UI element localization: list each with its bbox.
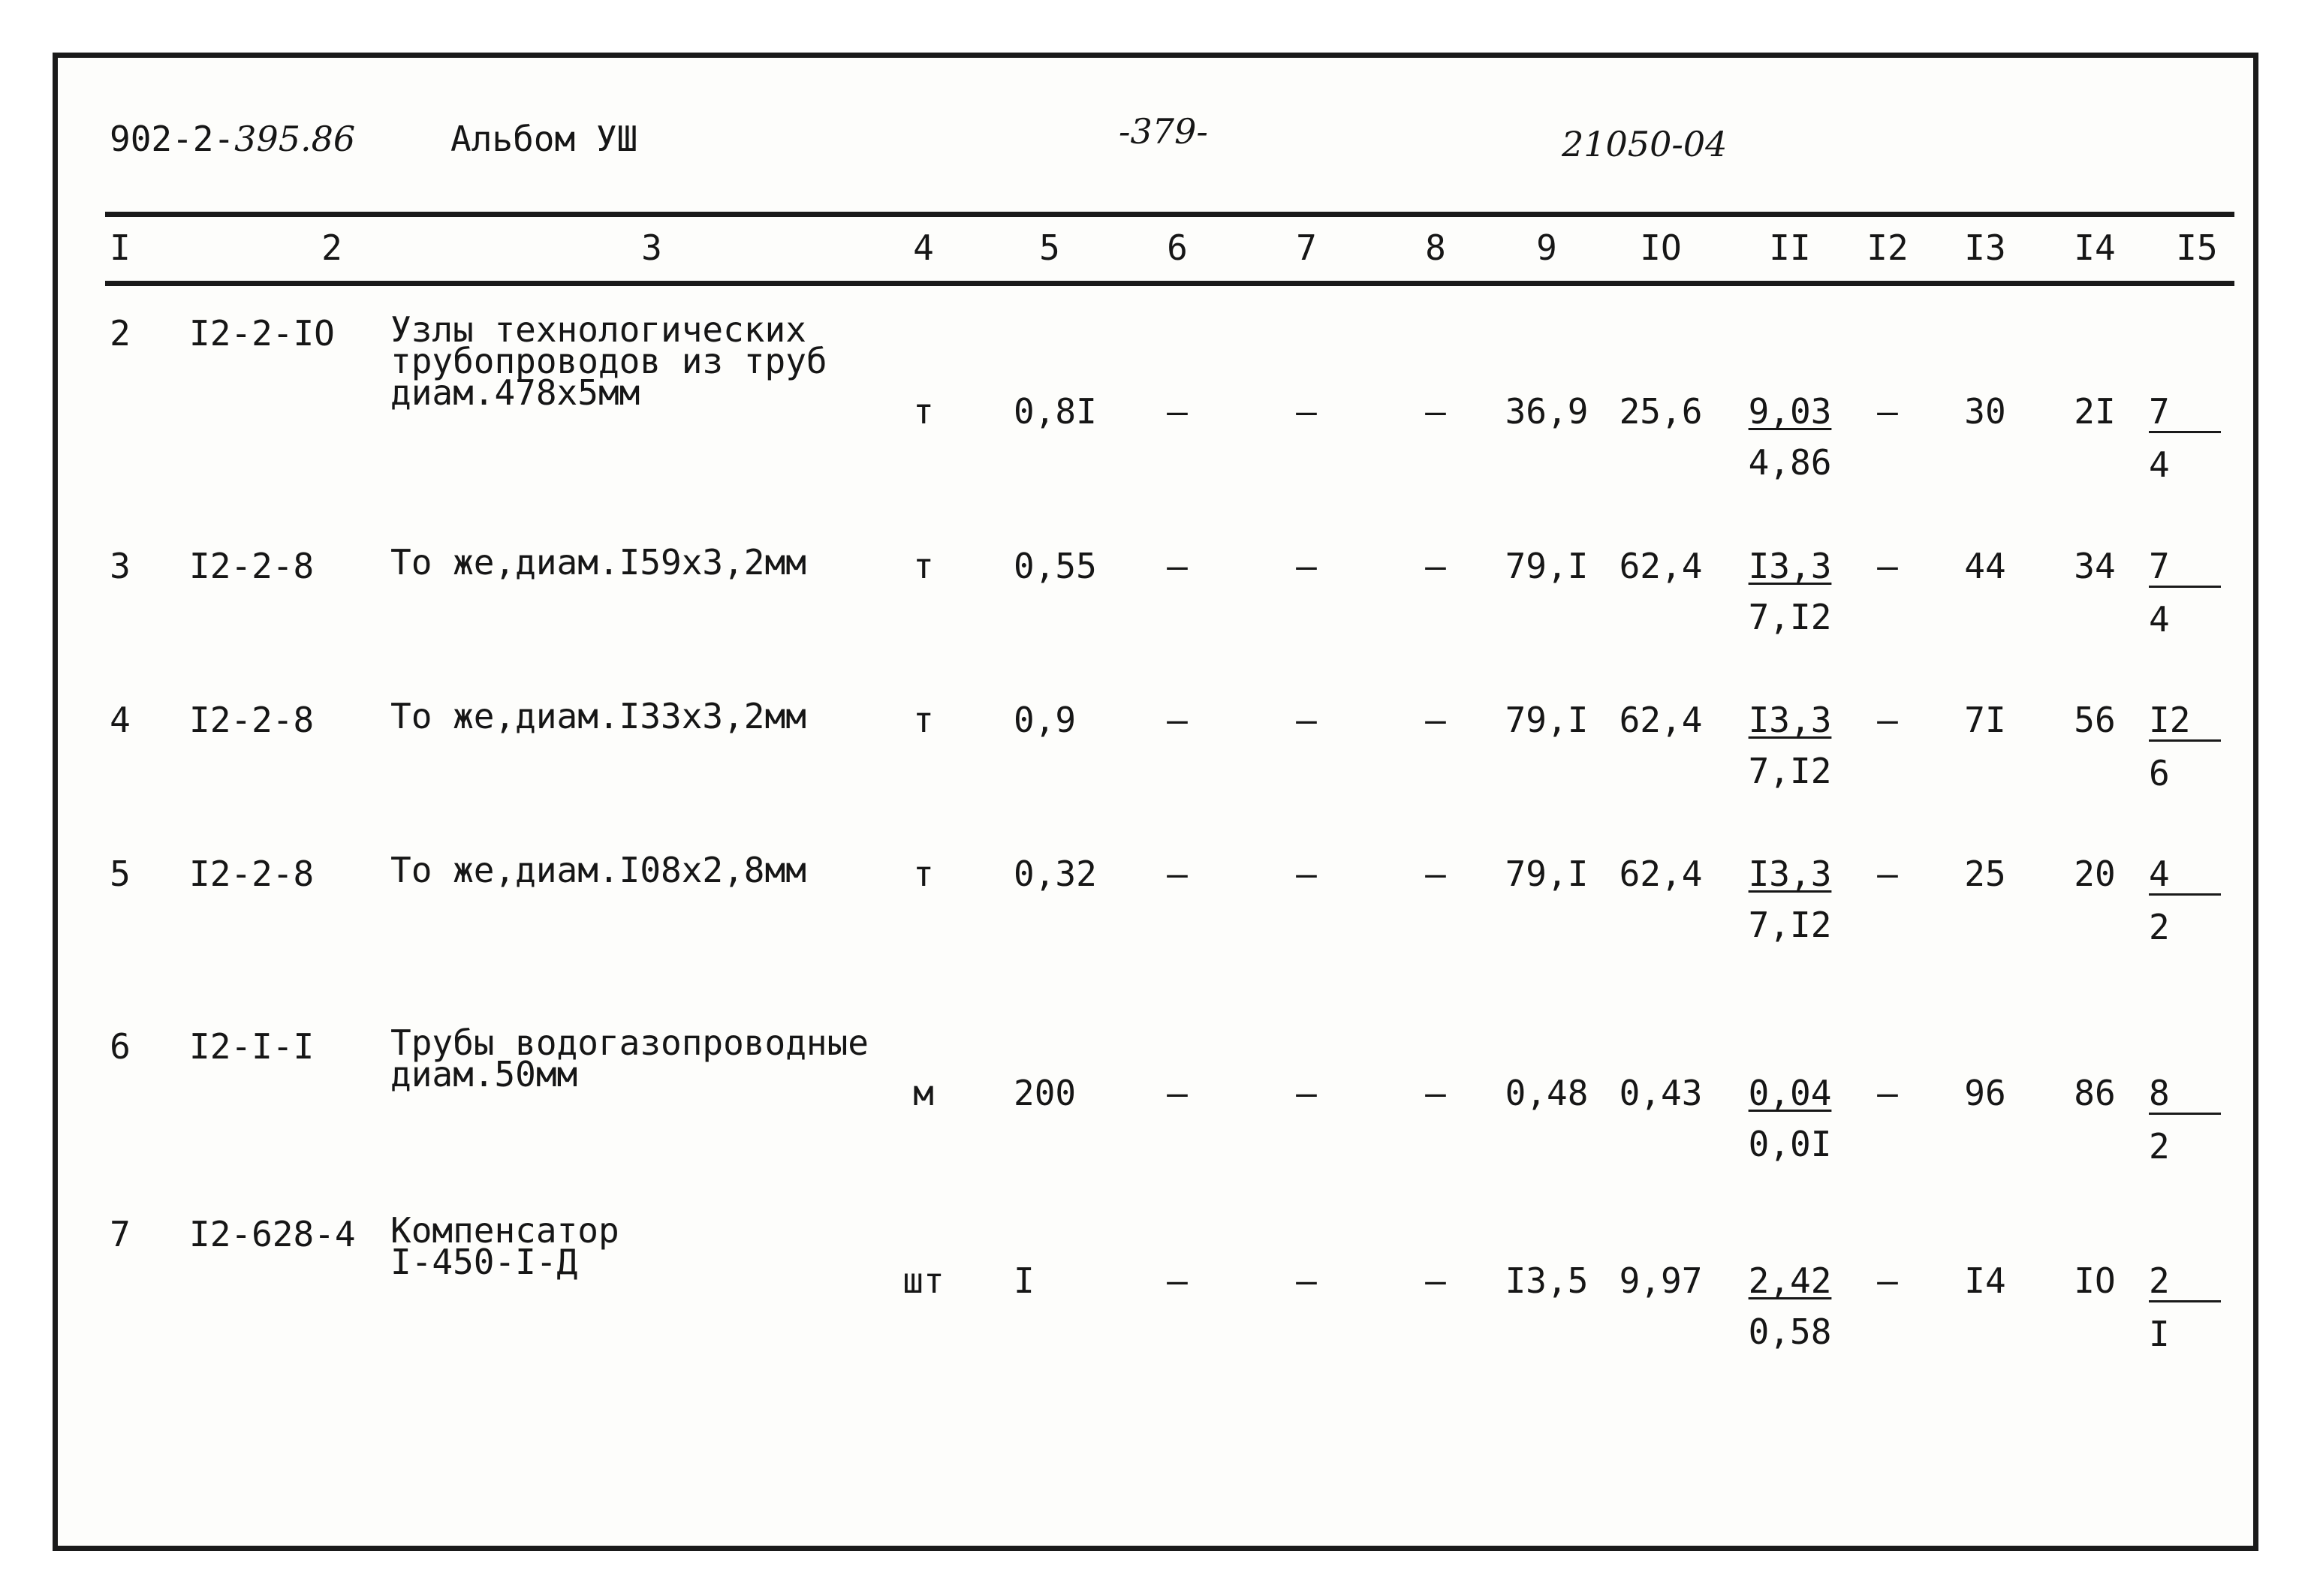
item-description <box>390 542 806 583</box>
item-description-line: Компенсатор <box>390 1210 619 1251</box>
item-description-line: I-450-I-Д <box>390 1242 578 1282</box>
col-13-value: I4 <box>1964 1260 2006 1301</box>
item-description-line: То же,диам.I33х3,2мм <box>390 696 806 736</box>
item-description-line: диам.50мм <box>390 1054 578 1095</box>
col-6-value: – <box>1167 1260 1188 1301</box>
col-11-numerator: I3,3 <box>1748 854 1832 894</box>
col-7-value: – <box>1296 1073 1317 1113</box>
col-6-value: – <box>1167 391 1188 432</box>
col-14-value: 56 <box>2074 700 2116 740</box>
column-header-1: I <box>110 227 131 268</box>
col-10-value: 25,6 <box>1619 391 1703 432</box>
unit: шт <box>902 1260 945 1301</box>
item-description-line: Узлы технологических <box>390 309 806 350</box>
col-8-value: – <box>1425 1260 1446 1301</box>
col-12-value: – <box>1877 1073 1898 1113</box>
column-header-5: 5 <box>1039 227 1060 268</box>
item-description <box>390 696 806 736</box>
col-15-denominator: 2 <box>2149 907 2170 947</box>
col-11-fraction <box>1748 391 1832 483</box>
item-description-line: То же,диам.I08х2,8мм <box>390 850 806 890</box>
col-13-value: 25 <box>1964 854 2006 894</box>
col-6-value: – <box>1167 700 1188 740</box>
row-number: 6 <box>110 1026 131 1067</box>
col-12-value: – <box>1877 546 1898 586</box>
col-15-fraction <box>2149 546 2221 640</box>
col-15-fraction <box>2149 702 2221 791</box>
col-10-value: 0,43 <box>1619 1073 1703 1113</box>
col-15-denominator: 4 <box>2149 444 2170 485</box>
col-8-value: – <box>1425 546 1446 586</box>
quantity: I <box>1014 1260 1035 1301</box>
col-10-value: 62,4 <box>1619 546 1703 586</box>
col-15-numerator: I2 <box>2149 702 2221 742</box>
col-7-value: – <box>1296 1260 1317 1301</box>
item-description-line: То же,диам.I59х3,2мм <box>390 542 806 583</box>
col-12-value: – <box>1877 1260 1898 1301</box>
col-13-value: 7I <box>1964 700 2006 740</box>
col-7-value: – <box>1296 854 1317 894</box>
col-8-value: – <box>1425 1073 1446 1113</box>
col-11-denominator: 0,0I <box>1748 1124 1832 1164</box>
col-15-numerator: 8 <box>2149 1075 2221 1115</box>
col-10-value: 9,97 <box>1619 1260 1703 1301</box>
col-11-numerator: 2,42 <box>1748 1260 1832 1301</box>
column-header-11: II <box>1769 227 1811 268</box>
col-15-denominator: I <box>2149 1314 2170 1354</box>
col-8-value: – <box>1425 391 1446 432</box>
item-description <box>390 309 827 413</box>
quantity: 0,9 <box>1014 700 1077 740</box>
column-header-3: 3 <box>641 227 662 268</box>
col-9-value: 79,I <box>1505 854 1589 894</box>
col-10-value: 62,4 <box>1619 700 1703 740</box>
row-number: 7 <box>110 1214 131 1254</box>
col-13-value: 96 <box>1964 1073 2006 1113</box>
item-description-line: Трубы водогазопроводные <box>390 1022 869 1063</box>
document-code-prefix: 902-2- <box>110 119 235 159</box>
unit: т <box>913 391 934 432</box>
unit: т <box>913 546 934 586</box>
col-13-value: 30 <box>1964 391 2006 432</box>
header-top-rule <box>105 212 2234 217</box>
col-14-value: 34 <box>2074 546 2116 586</box>
col-14-value: 86 <box>2074 1073 2116 1113</box>
col-8-value: – <box>1425 700 1446 740</box>
col-11-fraction <box>1748 1260 1832 1352</box>
col-11-numerator: 9,03 <box>1748 391 1832 432</box>
item-description <box>390 1210 619 1282</box>
quantity: 0,55 <box>1014 546 1097 586</box>
col-12-value: – <box>1877 700 1898 740</box>
col-14-value: 2I <box>2074 391 2116 432</box>
col-6-value: – <box>1167 546 1188 586</box>
item-code: I2-2-8 <box>189 546 315 586</box>
col-11-fraction <box>1749 1075 1832 1162</box>
col-15-denominator: 4 <box>2149 599 2170 640</box>
quantity: 0,8I <box>1014 391 1097 432</box>
item-code: I2-628-4 <box>189 1214 356 1254</box>
col-15-fraction <box>2149 1260 2221 1354</box>
col-6-value: – <box>1167 854 1188 894</box>
item-code: I2-2-8 <box>189 700 315 740</box>
document-code <box>110 119 355 159</box>
col-9-value: 36,9 <box>1505 391 1589 432</box>
col-11-fraction <box>1749 856 1832 943</box>
quantity: 0,32 <box>1014 854 1097 894</box>
col-6-value: – <box>1167 1073 1188 1113</box>
col-11-denominator: 0,58 <box>1748 1311 1832 1352</box>
col-8-value: – <box>1425 854 1446 894</box>
unit: т <box>913 700 934 740</box>
item-code: I2-I-I <box>189 1026 315 1067</box>
column-header-4: 4 <box>913 227 934 268</box>
col-7-value: – <box>1296 391 1317 432</box>
col-9-value: I3,5 <box>1505 1260 1589 1301</box>
item-description-line: диам.478х5мм <box>390 372 640 413</box>
sheet-code: 21050-04 <box>1562 124 1728 164</box>
col-11-numerator: I3,3 <box>1748 546 1832 586</box>
document-code-handwritten: 395.86 <box>234 119 356 159</box>
col-11-denominator: 7,I2 <box>1748 905 1832 945</box>
column-header-7: 7 <box>1296 227 1317 268</box>
item-description <box>390 1022 869 1095</box>
col-9-value: 0,48 <box>1505 1073 1589 1113</box>
col-13-value: 44 <box>1964 546 2006 586</box>
column-header-13: I3 <box>1964 227 2006 268</box>
col-11-denominator: 4,86 <box>1748 442 1832 483</box>
col-11-numerator: I3,3 <box>1748 700 1832 740</box>
column-header-6: 6 <box>1167 227 1188 268</box>
column-header-9: 9 <box>1536 227 1557 268</box>
col-9-value: 79,I <box>1505 546 1589 586</box>
col-15-denominator: 2 <box>2149 1126 2170 1167</box>
col-11-fraction <box>1749 702 1832 789</box>
col-14-value: 20 <box>2074 854 2116 894</box>
column-header-8: 8 <box>1425 227 1446 268</box>
col-12-value: – <box>1877 391 1898 432</box>
header-bottom-rule <box>105 281 2234 286</box>
col-15-denominator: 6 <box>2149 753 2170 793</box>
col-15-numerator: 7 <box>2149 548 2221 588</box>
row-number: 2 <box>110 313 131 354</box>
item-description-line: трубопроводов из труб <box>390 341 827 381</box>
item-code: I2-2-8 <box>189 854 315 894</box>
col-9-value: 79,I <box>1505 700 1589 740</box>
col-7-value: – <box>1296 546 1317 586</box>
row-number: 4 <box>110 700 131 740</box>
column-header-15: I5 <box>2176 227 2218 268</box>
col-7-value: – <box>1296 700 1317 740</box>
col-11-numerator: 0,04 <box>1748 1073 1832 1113</box>
row-number: 5 <box>110 854 131 894</box>
item-code: I2-2-IO <box>189 313 335 354</box>
unit: м <box>913 1073 934 1113</box>
col-10-value: 62,4 <box>1619 854 1703 894</box>
row-number: 3 <box>110 546 131 586</box>
col-11-fraction <box>1749 548 1832 635</box>
column-header-2: 2 <box>321 227 342 268</box>
page-frame <box>53 53 2258 1551</box>
unit: т <box>913 854 934 894</box>
col-15-fraction <box>2149 393 2221 483</box>
column-header-14: I4 <box>2074 227 2116 268</box>
col-15-numerator: 4 <box>2149 856 2221 896</box>
col-11-denominator: 7,I2 <box>1748 751 1832 791</box>
col-14-value: IO <box>2074 1260 2116 1301</box>
column-header-12: I2 <box>1867 227 1909 268</box>
column-header-10: IO <box>1640 227 1682 268</box>
col-15-numerator: 2 <box>2149 1263 2221 1302</box>
col-12-value: – <box>1877 854 1898 894</box>
quantity: 200 <box>1014 1073 1077 1113</box>
col-15-numerator: 7 <box>2149 393 2221 433</box>
col-15-fraction <box>2149 1073 2221 1167</box>
item-description <box>390 850 806 890</box>
page-number: -379- <box>1119 111 1208 152</box>
col-11-denominator: 7,I2 <box>1748 597 1832 637</box>
col-15-fraction <box>2149 856 2221 945</box>
album-label: Альбом УШ <box>450 119 638 159</box>
